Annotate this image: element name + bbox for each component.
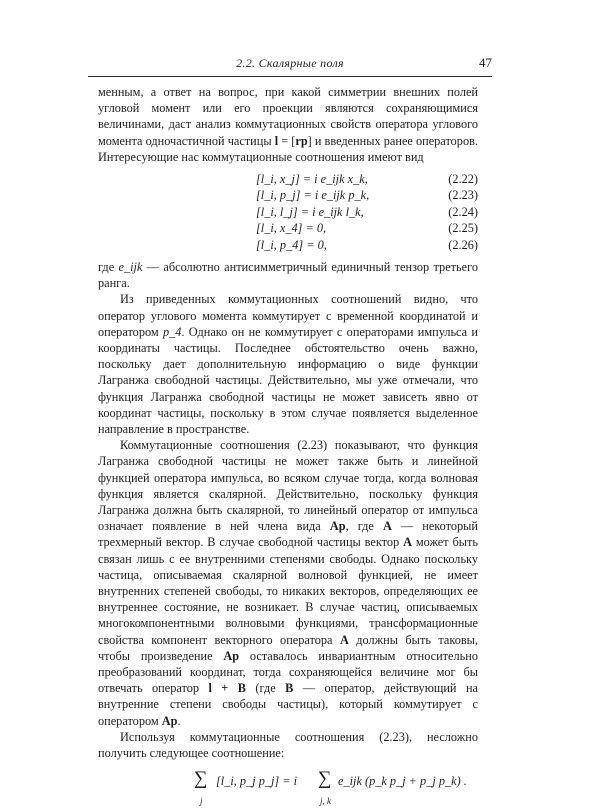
paragraph-2: где e_ijk — абсолютно антисимметричный единичный тензор третьего ранга. <box>98 259 478 291</box>
display-equation <box>98 765 478 809</box>
paragraph-3: Из приведенных коммутационных соотношений видно, что оператор углового момента коммутирует с временной координатой и оператором p_4. Однако он не коммутирует с операторами импульса и координаты частицы. Последнее обстоятельство очень важно, поскольку дает дополнительную информацию о виде функции Лагранжа свободной частицы. Действительно, мы уже отмечали, что функция Лагранжа свободной частицы не может зависеть явно от координат частицы, поскольку в этом случае появляется выделенное направление в пространстве. <box>98 292 478 436</box>
running-header <box>88 54 492 77</box>
equation-row <box>98 204 478 220</box>
equation-number: (2.23) <box>448 188 478 203</box>
page-number: 47 <box>479 55 492 70</box>
equation-content: [l_i, p_j] = i e_ijk p_k, <box>256 188 370 203</box>
equation-number: (2.24) <box>448 204 478 219</box>
equation-row <box>98 237 478 253</box>
equation-row <box>98 171 478 187</box>
paragraph-4: Коммутационные соотношения (2.23) показывают, что функция Лагранжа свободной частицы не может также быть и линейной функцией оператора импульса, во всяком случае тогда, когда волновая функция является скалярной. Действительно, поскольку функция Лагранжа должна быть скалярной, то линейный оператор от импульса означает появление в ней члена вида Ap, где A — некоторый трехмерный вектор. В случае свободной частицы вектор A может быть связан лишь с ее внутренними степенями свободы. Однако поскольку частица, описываемая скалярной волновой функцией, не имеет внутренних степеней свободы, то никаких векторов, определяющих ее внутреннее состояние, не возникает. В случае частиц, описываемых многокомпонентными волновыми функциями, трансформационные свойства компонент векторного оператора A должны быть таковы, чтобы произведение Ap оставалось инвариантным относительно преобразований координат, тогда сохраняющейся величине мог бы отвечать оператор l + B (где B — оператор, действующий на внутренние степени свободы частицы), который коммутирует с оператором Ap. <box>98 438 479 728</box>
equation-rhs: e_ijk (p_k p_j + p_j p_k) . <box>338 774 467 789</box>
sum-index-left: j <box>200 796 203 807</box>
section-title: 2.2. Скалярные поля <box>236 56 344 70</box>
equation-list <box>98 171 478 253</box>
paragraph-1: менным, а ответ на вопрос, при какой симметрии внешних полей угловой момент или его проекции являются сохраняющимися величинами, даст анализ коммутационных свойств оператора углового момента одночастичной частицы l = [rp] и введенных ранее операторов. Интересующие нас коммутационные соотношения имеют вид <box>98 85 478 164</box>
body-text <box>98 84 478 809</box>
equation-content: [l_i, x_4] = 0, <box>256 221 327 236</box>
equation-content: [l_i, x_j] = i e_ijk x_k, <box>256 172 368 187</box>
equation-row <box>98 187 478 203</box>
paragraph-5: Используя коммутационные соотношения (2.23), несложно получить следующее соотношение: <box>98 729 478 761</box>
sum-index-right: j, k <box>320 796 331 807</box>
equation-number: (2.26) <box>448 237 478 252</box>
sum-symbol: ∑ <box>318 768 332 790</box>
equation-content: [l_i, p_4] = 0, <box>256 237 327 252</box>
sum-symbol: ∑ <box>194 768 208 790</box>
equation-number: (2.22) <box>448 172 478 187</box>
equation-row <box>98 220 478 236</box>
equation-lhs: [l_i, p_j p_j] = i <box>216 774 298 789</box>
equation-content: [l_i, l_j] = i e_ijk l_k, <box>256 204 364 219</box>
equation-number: (2.25) <box>448 221 478 236</box>
